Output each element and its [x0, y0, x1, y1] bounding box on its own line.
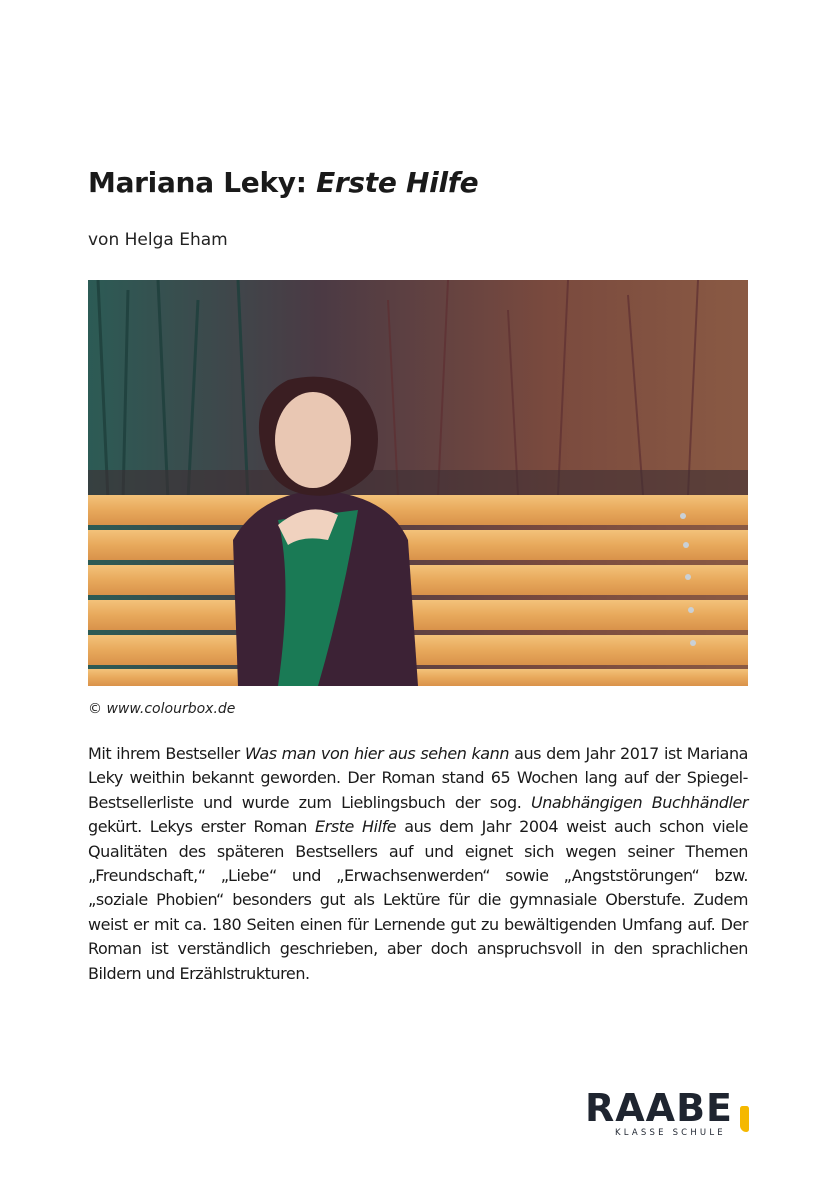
title-work: Erste Hilfe: [316, 166, 479, 199]
book-title: Was man von hier aus sehen kann: [244, 744, 510, 763]
title-author: Mariana Leky:: [88, 166, 317, 199]
intro-paragraph: [88, 742, 748, 986]
cover-photo: [88, 280, 748, 686]
logo-comma-accent: [740, 1106, 749, 1132]
text-run: aus dem Jahr 2017 ist Mariana Leky weithin bekannt geworden. Der Roman stand 65 Wochen lang auf der Spiegel-Bestsellerliste und wurde zum Lieblingsbuch der sog.: [88, 744, 748, 812]
association-name: Unabhängigen Buchhändler: [530, 792, 748, 812]
logo-tagline: KLASSE SCHULE: [615, 1128, 726, 1138]
image-credit: © www.colourbox.de: [88, 701, 236, 717]
raabe-logo: [585, 1088, 755, 1140]
page-title: [88, 166, 478, 199]
text-run: aus dem Jahr 2004 weist auch schon viele Qualitäten des späteren Bestsellers auf und eignet sich wegen seiner Themen „Freundschaft,“ „Liebe“ und „Erwachsenwerden“ sowie „Angststörungen“ bzw. „soziale Phobien“ besonders gut als Lektüre für die gymnasiale Oberstufe. Zudem weist er mit ca. 180 Seiten einen für Lernende gut zu bewältigenden Umfang auf. Der Roman ist verständlich geschrieben, aber doch anspruchsvoll in den sprachlichen Bildern und Erzählstrukturen.: [88, 817, 748, 983]
book-title: Erste Hilfe: [315, 817, 397, 837]
logo-wordmark: RAABE: [585, 1086, 734, 1130]
text-run: Mit ihrem Bestseller: [88, 744, 245, 763]
byline: von Helga Eham: [88, 230, 228, 250]
text-run: gekürt. Lekys erster Roman: [88, 817, 316, 837]
